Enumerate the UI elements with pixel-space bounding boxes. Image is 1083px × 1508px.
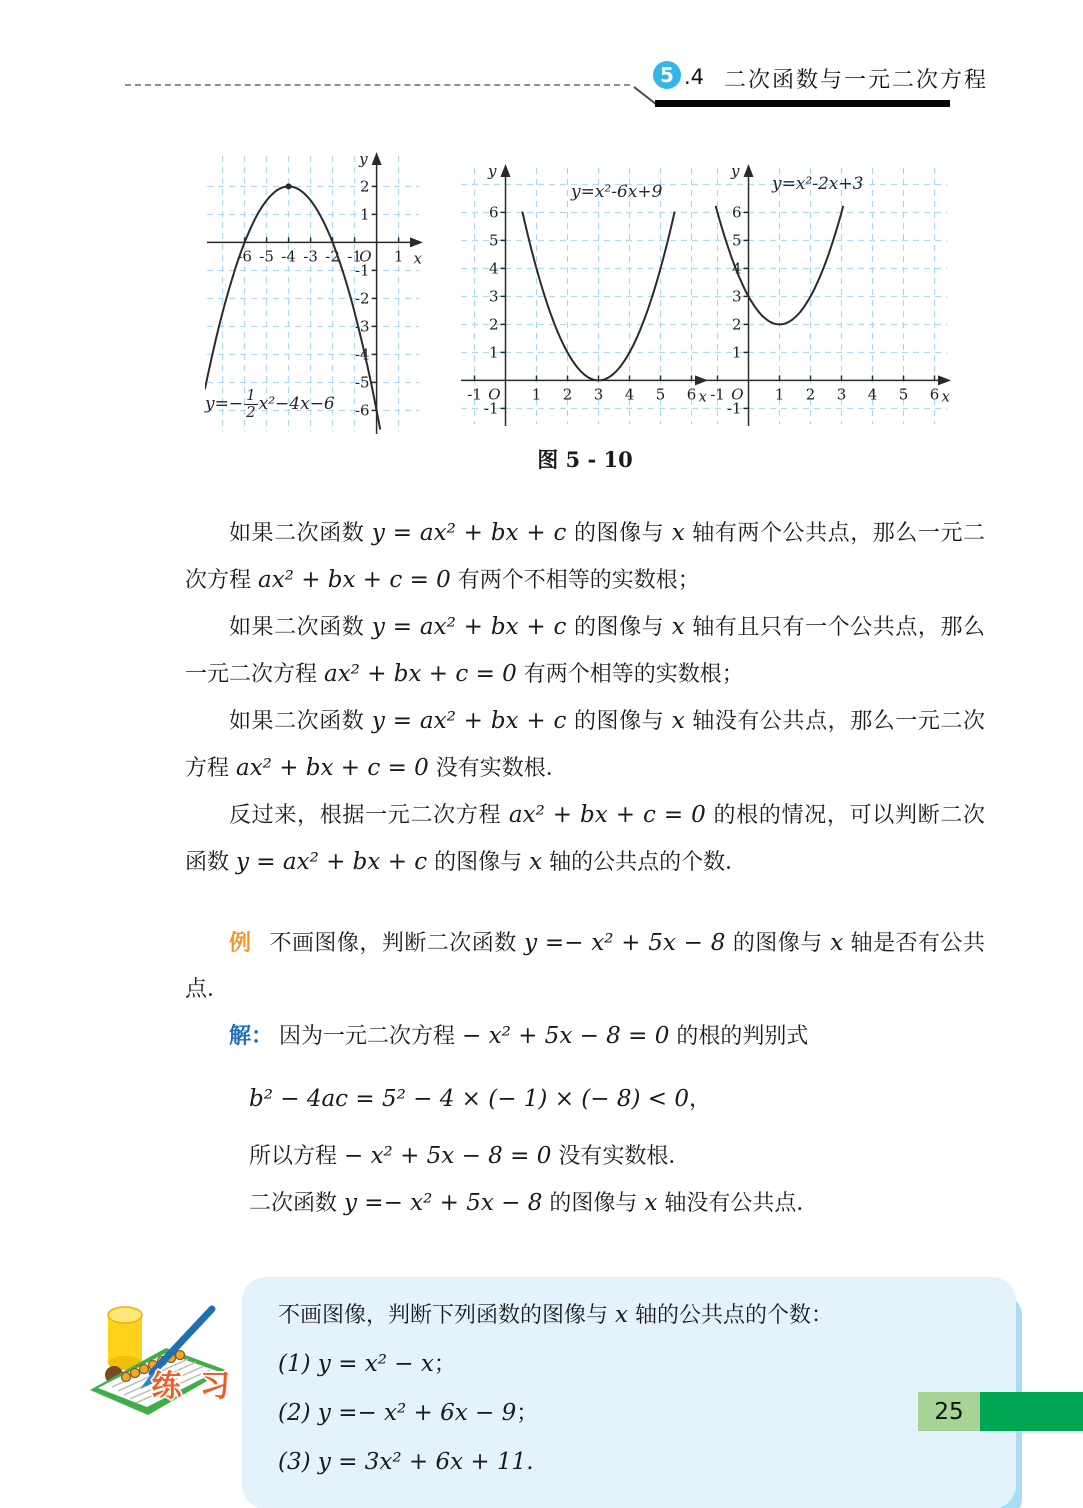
svg-text:-4: -4 bbox=[354, 345, 370, 364]
header-underline-bar bbox=[655, 100, 950, 107]
svg-text:1: 1 bbox=[393, 247, 404, 266]
svg-text:-5: -5 bbox=[259, 247, 274, 266]
graph-parabola-down bbox=[205, 150, 425, 436]
body-text bbox=[185, 510, 985, 1227]
solution-intro-text: 因为一元二次方程 − x² + 5x − 8 = 0 的根的判别式 bbox=[279, 1023, 809, 1049]
svg-text:4: 4 bbox=[624, 385, 635, 404]
svg-text:O: O bbox=[731, 385, 744, 404]
svg-text:-1: -1 bbox=[483, 399, 499, 418]
svg-text:1: 1 bbox=[531, 385, 542, 404]
page-number: 25 bbox=[918, 1392, 980, 1431]
svg-text:6: 6 bbox=[488, 203, 499, 222]
example-statement-text: 不画图像，判断二次函数 y =− x² + 5x − 8 的图像与 x 轴是否有公共点． bbox=[185, 930, 985, 1002]
paragraph-converse: 反过来，根据一元二次方程 ax² + bx + c = 0 的根的情况，可以判断二次函数 y = ax² + bx + c 的图像与 x 轴的公共点的个数． bbox=[185, 802, 985, 875]
practice-badge: 练 习 bbox=[151, 1369, 234, 1404]
svg-text:3: 3 bbox=[836, 385, 847, 404]
svg-text:3: 3 bbox=[488, 287, 499, 306]
svg-text:-1: -1 bbox=[467, 385, 482, 404]
svg-text:-1: -1 bbox=[354, 261, 370, 280]
svg-text:2: 2 bbox=[360, 177, 370, 196]
section-number-suffix: .4 bbox=[684, 65, 705, 89]
solution-intro bbox=[185, 1013, 985, 1060]
header-dashed-line bbox=[125, 84, 630, 86]
svg-text:-3: -3 bbox=[354, 317, 370, 336]
svg-text:-2: -2 bbox=[325, 247, 340, 266]
svg-text:1: 1 bbox=[360, 205, 370, 224]
graph-parabola-tangent bbox=[459, 162, 710, 428]
practice-item-1: (1) y = x² − x； bbox=[278, 1351, 456, 1377]
page-number-accent-bar bbox=[980, 1392, 1083, 1431]
svg-text:1: 1 bbox=[731, 343, 742, 362]
practice-item-3: (3) y = 3x² + 6x + 11. bbox=[278, 1449, 534, 1475]
practice-intro: 不画图像，判断下列函数的图像与 x 轴的公共点的个数： bbox=[278, 1302, 833, 1328]
svg-text:6: 6 bbox=[686, 385, 697, 404]
svg-text:3: 3 bbox=[593, 385, 604, 404]
paragraph-two-roots: 如果二次函数 y = ax² + bx + c 的图像与 x 轴有两个公共点，那么一元二次方程 ax² + bx + c = 0 有两个不相等的实数根； bbox=[185, 520, 985, 593]
equation-label: y=x²-6x+9 bbox=[571, 182, 663, 202]
svg-text:y: y bbox=[359, 150, 368, 168]
section-title: 二次函数与一元二次方程 bbox=[724, 68, 989, 93]
svg-text:3: 3 bbox=[731, 287, 742, 306]
practice-notebook-icon bbox=[78, 1277, 234, 1427]
svg-text:2: 2 bbox=[731, 315, 742, 334]
svg-text:-3: -3 bbox=[303, 247, 318, 266]
svg-text:-1: -1 bbox=[347, 247, 362, 266]
practice-box bbox=[242, 1277, 1016, 1508]
svg-text:-1: -1 bbox=[726, 399, 742, 418]
svg-text:4: 4 bbox=[731, 259, 742, 278]
svg-text:5: 5 bbox=[655, 385, 666, 404]
svg-text:-6: -6 bbox=[237, 247, 252, 266]
svg-text:4: 4 bbox=[867, 385, 878, 404]
figure-5-10 bbox=[205, 150, 1083, 436]
svg-text:x: x bbox=[413, 249, 422, 268]
svg-text:O: O bbox=[488, 385, 501, 404]
discriminant-formula: b² − 4ac = 5² − 4 × (− 1) × (− 8) < 0， bbox=[249, 1086, 711, 1112]
svg-text:-1: -1 bbox=[710, 385, 725, 404]
conclusion-no-real-root: 所以方程 − x² + 5x − 8 = 0 没有实数根． bbox=[249, 1143, 691, 1169]
svg-text:y: y bbox=[731, 162, 740, 180]
graph-parabola-no-root bbox=[702, 162, 953, 428]
paragraph-one-root: 如果二次函数 y = ax² + bx + c 的图像与 x 轴有且只有一个公共点，那么一元二次方程 ax² + bx + c = 0 有两个相等的实数根； bbox=[185, 614, 985, 687]
svg-text:6: 6 bbox=[731, 203, 742, 222]
svg-text:O: O bbox=[359, 247, 372, 266]
svg-text:2: 2 bbox=[488, 315, 499, 334]
svg-text:-6: -6 bbox=[354, 401, 370, 420]
svg-text:y: y bbox=[488, 162, 497, 180]
svg-text:x: x bbox=[941, 387, 950, 406]
figure-caption: 图 5 - 10 bbox=[537, 447, 633, 472]
svg-text:x: x bbox=[698, 387, 707, 406]
svg-text:1: 1 bbox=[774, 385, 785, 404]
svg-text:4: 4 bbox=[488, 259, 499, 278]
equation-label: y=x²-2x+3 bbox=[772, 174, 864, 194]
svg-text:-2: -2 bbox=[354, 289, 370, 308]
example-label: 例 bbox=[229, 931, 252, 956]
svg-text:5: 5 bbox=[488, 231, 499, 250]
paragraph-no-root: 如果二次函数 y = ax² + bx + c 的图像与 x 轴没有公共点，那么一元二次方程 ax² + bx + c = 0 没有实数根． bbox=[185, 708, 985, 781]
svg-text:2: 2 bbox=[805, 385, 816, 404]
example-statement bbox=[185, 920, 985, 1013]
svg-text:6: 6 bbox=[929, 385, 940, 404]
svg-text:2: 2 bbox=[562, 385, 573, 404]
svg-text:-4: -4 bbox=[281, 247, 296, 266]
svg-text:5: 5 bbox=[731, 231, 742, 250]
solution-label: 解： bbox=[229, 1024, 274, 1049]
equation-label: y=− $\frac{1}{2}$ x²−4x−6 bbox=[205, 386, 335, 421]
svg-text:5: 5 bbox=[898, 385, 909, 404]
practice-item-2: (2) y =− x² + 6x − 9； bbox=[278, 1400, 539, 1426]
svg-text:-5: -5 bbox=[354, 373, 370, 392]
section-number-badge: 5 bbox=[653, 61, 681, 89]
svg-text:1: 1 bbox=[488, 343, 499, 362]
conclusion-no-common-point: 二次函数 y =− x² + 5x − 8 的图像与 x 轴没有公共点． bbox=[249, 1190, 819, 1216]
